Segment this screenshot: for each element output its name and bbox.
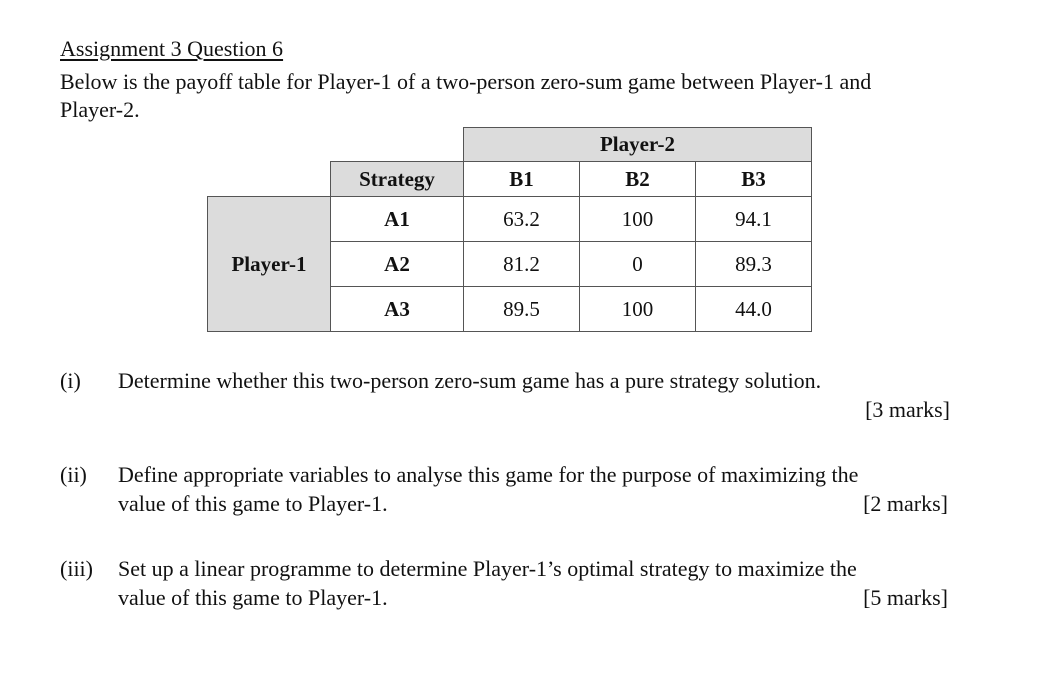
column-header-b3: B3 [696, 162, 812, 197]
question-marks: [3 marks] [865, 397, 950, 422]
table-corner-blank [208, 128, 331, 162]
table-cell: 94.1 [696, 197, 812, 242]
table-cell: 89.3 [696, 242, 812, 287]
intro-line-1: Below is the payoff table for Player-1 of a two-person zero-sum game between Player-1 and [60, 69, 872, 94]
table-cell: 63.2 [464, 197, 580, 242]
row-player-header: Player-1 [208, 197, 331, 332]
row-label-a1: A1 [331, 197, 464, 242]
question-marks: [2 marks] [863, 491, 948, 516]
row-label-a3: A3 [331, 287, 464, 332]
table-cell: 81.2 [464, 242, 580, 287]
intro-text [60, 68, 1020, 124]
table-cell: 44.0 [696, 287, 812, 332]
question-text: Determine whether this two-person zero-sum game has a pure strategy solution. [118, 368, 822, 393]
table-corner-blank-3 [208, 162, 331, 197]
question-number: (i) [60, 368, 81, 393]
question-text: Set up a linear programme to determine Player-1’s optimal strategy to maximize the [118, 556, 857, 581]
table-cell: 0 [580, 242, 696, 287]
table-cell: 100 [580, 197, 696, 242]
table-cell: 100 [580, 287, 696, 332]
question-number: (ii) [60, 462, 87, 487]
strategy-header: Strategy [331, 162, 464, 197]
question-iii [60, 554, 980, 612]
assignment-heading: Assignment 3 Question 6 [60, 36, 284, 61]
question-number: (iii) [60, 556, 93, 581]
question-marks: [5 marks] [863, 585, 948, 610]
column-player-header: Player-2 [464, 128, 812, 162]
question-text: Define appropriate variables to analyse this game for the purpose of maximizing the [118, 462, 859, 487]
column-header-b1: B1 [464, 162, 580, 197]
question-ii [60, 460, 980, 518]
question-i [60, 366, 980, 424]
question-list [60, 366, 980, 648]
question-text-line-2: value of this game to Player-1. [118, 491, 388, 516]
column-header-b2: B2 [580, 162, 696, 197]
payoff-table [207, 127, 812, 332]
intro-line-2: Player-2. [60, 97, 140, 122]
table-cell: 89.5 [464, 287, 580, 332]
table-row [208, 197, 812, 242]
table-corner-blank-2 [331, 128, 464, 162]
question-text-line-2: value of this game to Player-1. [118, 585, 388, 610]
row-label-a2: A2 [331, 242, 464, 287]
